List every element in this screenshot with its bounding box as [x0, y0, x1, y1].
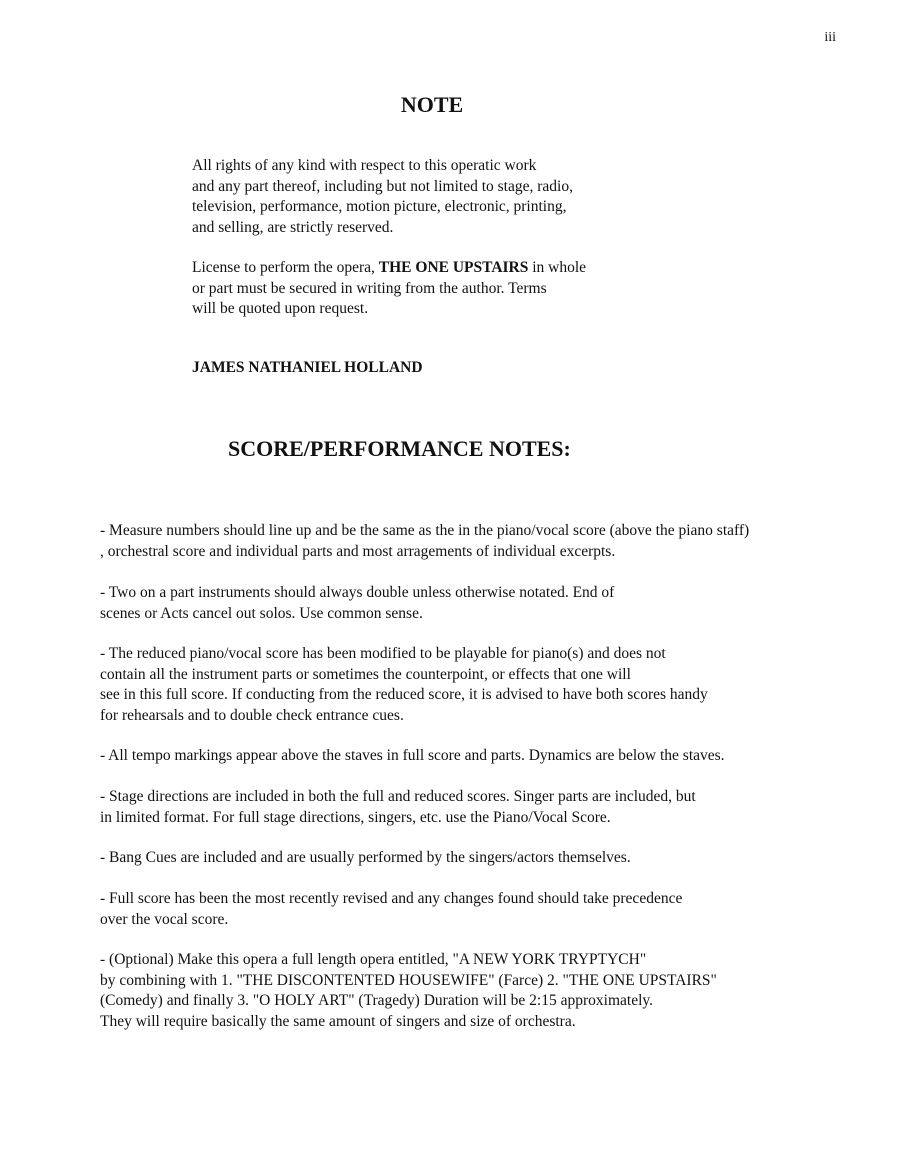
- perf-note-line: in limited format. For full stage directions, singers, etc. use the Piano/Vocal Score.: [100, 808, 611, 826]
- performance-notes-title: SCORE/PERFORMANCE NOTES:: [228, 436, 571, 461]
- perf-note-full-score: [100, 889, 860, 930]
- perf-note-line: They will require basically the same amount of singers and size of orchestra.: [100, 1012, 576, 1030]
- perf-note-reduced-score: [100, 644, 860, 726]
- perf-note-line: - Two on a part instruments should always double unless otherwise notated. End of: [100, 584, 615, 601]
- perf-note-tempo: [100, 746, 860, 767]
- perf-note-line: scenes or Acts cancel out solos. Use common sense.: [100, 604, 423, 622]
- license-text: License to perform the opera,: [192, 259, 379, 276]
- perf-note-line: , orchestral score and individual parts and most arragements of individual excerpts.: [100, 542, 616, 560]
- perf-note-line: - Full score has been the most recently revised and any changes found should take precedence: [100, 890, 683, 907]
- perf-note-line: for rehearsals and to double check entrance cues.: [100, 706, 404, 724]
- rights-paragraph: [192, 156, 672, 238]
- perf-note-line: contain all the instrument parts or sometimes the counterpoint, or effects that one will: [100, 665, 631, 683]
- license-paragraph: [192, 258, 672, 320]
- perf-note-measures: [100, 521, 860, 562]
- perf-note-line: - Bang Cues are included and are usually performed by the singers/actors themselves.: [100, 849, 631, 866]
- rights-line: and selling, are strictly reserved.: [192, 218, 394, 236]
- perf-note-doubling: [100, 583, 860, 624]
- perf-note-line: - All tempo markings appear above the staves in full score and parts. Dynamics are below the staves.: [100, 747, 725, 764]
- perf-note-line: - (Optional) Make this opera a full length opera entitled, "A NEW YORK TRYPTYCH": [100, 951, 647, 968]
- opera-title: THE ONE UPSTAIRS: [378, 259, 529, 276]
- perf-note-optional: [100, 950, 860, 1032]
- note-title: NOTE: [400, 92, 464, 117]
- license-line: or part must be secured in writing from the author. Terms: [192, 279, 547, 297]
- perf-note-line: by combining with 1. "THE DISCONTENTED HOUSEWIFE" (Farce) 2. "THE ONE UPSTAIRS": [100, 971, 717, 989]
- license-line: [192, 258, 672, 279]
- perf-note-line: over the vocal score.: [100, 910, 229, 928]
- perf-note-line: see in this full score. If conducting from the reduced score, it is advised to have both scores handy: [100, 686, 708, 703]
- rights-line: and any part thereof, including but not limited to stage, radio,: [192, 177, 573, 195]
- author-name: JAMES NATHANIEL HOLLAND: [192, 359, 423, 376]
- rights-line: All rights of any kind with respect to this operatic work: [192, 157, 537, 174]
- perf-note-line: - Stage directions are included in both the full and reduced scores. Singer parts are included, but: [100, 788, 696, 805]
- license-line: will be quoted upon request.: [192, 300, 369, 317]
- license-text: in whole: [528, 259, 587, 276]
- rights-line: television, performance, motion picture, electronic, printing,: [192, 198, 567, 215]
- perf-note-line: (Comedy) and finally 3. "O HOLY ART" (Tragedy) Duration will be 2:15 approximately.: [100, 992, 654, 1009]
- page-number: iii: [824, 30, 836, 45]
- perf-note-stage-directions: [100, 787, 860, 828]
- perf-note-bang-cues: [100, 848, 860, 869]
- perf-note-line: - Measure numbers should line up and be the same as the in the piano/vocal score (above the piano staff): [100, 522, 750, 539]
- perf-note-line: - The reduced piano/vocal score has been modified to be playable for piano(s) and does not: [100, 645, 666, 662]
